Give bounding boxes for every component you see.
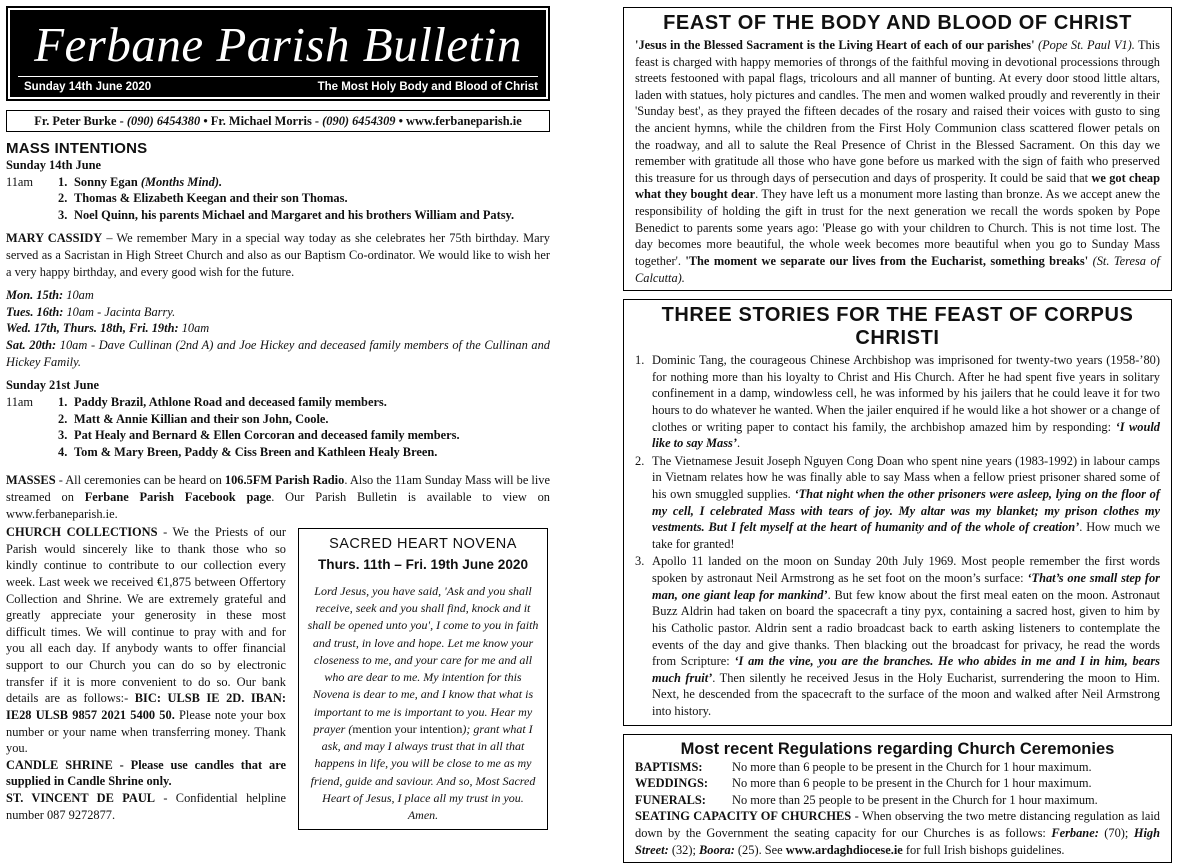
mass-time: 11am — [6, 174, 34, 189]
parish-radio: 106.5FM Parish Radio — [224, 473, 345, 488]
three-stories-article — [623, 299, 1172, 725]
bulletin-date: Sunday 14th June 2020 — [24, 81, 152, 93]
church-collections-notice: CHURCH COLLECTIONS - We the Priests of our Parish would sincerely like to thank those who so kindly continue to contribute to our collection every week. Last week we received €1,875 between Offertory Collection and Shrine. We are extremely grateful and greatly appreciate your generosity in these most difficult times. We will continue to pray with and for you all each day. If anybody wants to offer financial support to our Church you can do so by electronic transfer if it is more convenient to do so. Our bank details are as follows:- BIC: ULSB IE 2D. IBAN: IE28 ULSB 9857 2021 5400 50. Please note your box number or your name when transferring money. Thank you. — [6, 525, 287, 756]
diocese-website-link[interactable]: www.ardaghdiocese.ie — [785, 842, 903, 857]
masthead-banner — [10, 10, 546, 97]
svdp-notice: ST. VINCENT DE PAUL - Confidential helpline number 087 9272877. — [6, 790, 286, 822]
list-item: 3. Apollo 11 landed on the moon on Sunday 20th July 1969. Most people remember the first words spoken by astronaut Neil Armstrong as he set foot on the moon’s surface: ‘That’s one small step for man, one giant leap for mankind’. But few know about the first meal eaten on the moon. Astronaut Buzz Aldrin had taken on board the spacecraft a tiny pyx, containing a sacred host, given to him by his Catholic pastor. Aldrin sent a radio broadcast back to earth asking listeners to contemplate the events of the day and give thanks. Then blacking out the broadcast for privacy, he read the words from Scripture: ‘I am the vine, you are the branches. He who abides in me and I in him, bears much fruit’. Then silently he received Jesus in the Holy Eucharist, surrendering the moon to Him. Next, he descended from the spacecraft to the surface of the moon and walked after Neil Armstrong into history. — [635, 554, 1160, 718]
list-item: 3. Pat Healy and Bernard & Ellen Corcoran and deceased family members. — [58, 428, 460, 443]
weekday-masses — [6, 287, 550, 370]
list-item: 2. Thomas & Elizabeth Keegan and their son Thomas. — [58, 191, 348, 206]
regulations-box — [623, 734, 1172, 863]
feast-title: FEAST OF THE BODY AND BLOOD OF CHRIST — [663, 12, 1132, 34]
weekday-row: Sat. 20th: 10am - Dave Cullinan (2nd A) and Joe Hickey and deceased family members of the Cullinan and Hickey Family. — [6, 338, 550, 369]
sunday-2-masses — [6, 394, 550, 460]
mass-time: 11am — [6, 394, 34, 409]
bulletin-title: Ferbane Parish Bulletin — [34, 17, 522, 72]
list-item: 1. Sonny Egan (Months Mind). — [58, 174, 223, 189]
masthead-divider — [18, 76, 538, 77]
list-item: 2. The Vietnamese Jesuit Joseph Nguyen Cong Doan who spent nine years (1983-1992) in labour camps in Vietnam relates how he was finally able to say Mass when a fellow priest prisoner shared some of his own smuggled supplies. ‘That night when the other prisoners were asleep, lying on the floor of my cell, I celebrated Mass with tears of joy. My altar was my blanket; my prison clothes my vestments. But I felt myself at the heart of humanity and of the whole of creation’. How much we take for granted! — [635, 453, 1160, 551]
notices-column — [6, 524, 286, 829]
masthead — [6, 6, 550, 101]
bank-details: BIC: ULSB IE 2D. IBAN: IE28 ULSB 9857 2021 5400 50. — [6, 691, 286, 722]
list-item: 2. Matt & Annie Killian and their son John, Coole. — [58, 411, 329, 426]
weekday-row: Tues. 16th: 10am - Jacinta Barry. — [6, 304, 176, 319]
weekday-row: Mon. 15th: 10am — [6, 288, 94, 303]
stories-list — [635, 352, 1160, 719]
contact-bar: Fr. Peter Burke - (090) 6454380 • Fr. Michael Morris - (090) 6454309 • www.ferbaneparish.ie — [6, 110, 550, 132]
list-item: 1. Dominic Tang, the courageous Chinese Archbishop was imprisoned for twenty-two years (1958-’80) for nothing more than his loyalty to Christ and His Church. After he had spent five years in solitary confinement in a damp, windowless cell, he was informed by his jailers that he could leave it for two hours to do whatever he wanted. When the jailer enquired if he would like a hot shower or a change of clothes or writing paper to contact his family, the archbishop amazed him by responding: ‘I would like to say Mass’. — [635, 353, 1160, 451]
intention-list — [58, 394, 460, 460]
parish-website-link[interactable]: www.ferbaneparish.ie — [6, 506, 115, 521]
sunday-1-label: Sunday 14th June — [6, 158, 102, 172]
sacred-heart-novena-box — [298, 528, 548, 829]
novena-title: SACRED HEART NOVENA — [329, 536, 517, 553]
facebook-page: Ferbane Parish Facebook page — [84, 489, 272, 504]
left-column — [6, 6, 550, 830]
weekday-row: Wed. 17th, Thurs. 18th, Fri. 19th: 10am — [6, 321, 210, 336]
seating-capacity-notice: SEATING CAPACITY OF CHURCHES - When observing the two metre distancing regulation as laid down by the Government the seating capacity for our Churches is as follows: Ferbane: (70); High Street: (32); Boora: (25). See www.ardaghdiocese.ie for full Irish bishops guidelines. — [635, 809, 1160, 857]
priest-1-phone: (090) 6454380 — [126, 114, 201, 128]
intention-list — [58, 174, 514, 224]
list-item: 4. Tom & Mary Breen, Paddy & Ciss Breen and Kathleen Healy Breen. — [58, 444, 438, 459]
regulation-row: WEDDINGS: No more than 6 people to be present in the Church for 1 hour maximum. — [635, 776, 1092, 791]
regulation-row: FUNERALS: No more than 25 people to be present in the Church for 1 hour maximum. — [635, 792, 1098, 807]
sunday-1-masses — [6, 174, 550, 224]
mass-intentions-heading: MASS INTENTIONS — [6, 140, 148, 157]
masses-notice: MASSES - All ceremonies can be heard on 106.5FM Parish Radio. Also the 11am Sunday Mass will be live streamed on Ferbane Parish Facebook page. Our Parish Bulletin is available to view on www.ferbaneparish.ie. — [6, 473, 551, 521]
bulletin-feast: The Most Holy Body and Blood of Christ — [317, 81, 538, 93]
list-item: 1. Paddy Brazil, Athlone Road and deceased family members. — [58, 394, 387, 409]
parish-website-link[interactable]: www.ferbaneparish.ie — [406, 114, 522, 128]
feast-article — [623, 7, 1172, 291]
novena-prayer: Lord Jesus, you have said, 'Ask and you shall receive, seek and you shall find, knock and it shall be opened unto you', I come to you in faith and trust, in love and hope. Let me know your closeness to me, and your care for me and all who are dear to me. My intention for this Novena is dear to me, and I know that what is important to me is important to you. Hear my prayer (mention your intention); grant what I ask, and may I always trust that in all that happens in life, you will be close to me as my friend, guide and saviour. And so, Most Sacred Heart of Jesus, I place all my trust in you. Amen. — [307, 583, 539, 823]
lower-left-area — [6, 524, 550, 829]
mary-cassidy-notice: MARY CASSIDY – We remember Mary in a special way today as she celebrates her 75th birthday. Mary served as a Sacristan in High Street Church and also as our Baptism Co-ordinator. We would like to wish her a very happy birthday, and every good wish for the future. — [6, 231, 550, 279]
feast-body: 'Jesus in the Blessed Sacrament is the Living Heart of each of our parishes' (Pope St. Paul V1). This feast is charged with happy memories of throngs of the faithful moving in devotional processions through streets festooned with papal flags, tricolours and all manner of bunting. At every door stood little altars, laden with statues, holy pictures and candles. The men and women walked proudly and reverently in their 'Sunday best', as they prayed the fifteen decades of the rosary and raised their voices with gusto to sing the ancient hymns, while the children from the First Holy Communion class scattered flower petals on the roadway, and all to salute the Real Presence of Christ in the Blessed Sacrament. On this day we remember with gratitude all those who have gone before us marked with the sign of faith who preserved this treasure for us through days of persecution and days of prosperity. It could be said that we got cheap what they bought dear. They have left us a monument more lasting than bronze. As we accept anew the responsibility of holding the gift in trust for the next generation we recall the words spoken by Pope Benedict to parents some years ago: 'Please go with your children to Church. This is not time lost. The day becomes more beautiful, the whole week becomes more beautiful when you go to Sunday Mass together'. 'The moment we separate our lives from the Eucharist, something breaks' (St. Teresa of Calcutta). — [635, 38, 1161, 285]
bullet-separator: • — [203, 114, 208, 128]
bullet-separator: • — [398, 114, 403, 128]
priest-1-name: Fr. Peter Burke — [34, 114, 117, 128]
right-column — [623, 7, 1172, 863]
priest-2-phone: (090) 6454309 — [322, 114, 396, 128]
novena-dates: Thurs. 11th – Fri. 19th June 2020 — [317, 556, 529, 572]
regulations-title: Most recent Regulations regarding Church Ceremonies — [680, 739, 1115, 758]
list-item: 3. Noel Quinn, his parents Michael and Margaret and his brothers William and Patsy. — [58, 207, 515, 222]
candle-shrine-notice: CANDLE SHRINE - Please use candles that are supplied in Candle Shrine only. — [6, 757, 286, 789]
priest-2-name: Fr. Michael Morris — [210, 114, 312, 128]
stories-title: THREE STORIES FOR THE FEAST OF CORPUS CHRISTI — [661, 304, 1134, 350]
sunday-2-label: Sunday 21st June — [6, 378, 99, 393]
regulation-row: BAPTISMS: No more than 6 people to be present in the Church for 1 hour maximum. — [635, 759, 1092, 774]
